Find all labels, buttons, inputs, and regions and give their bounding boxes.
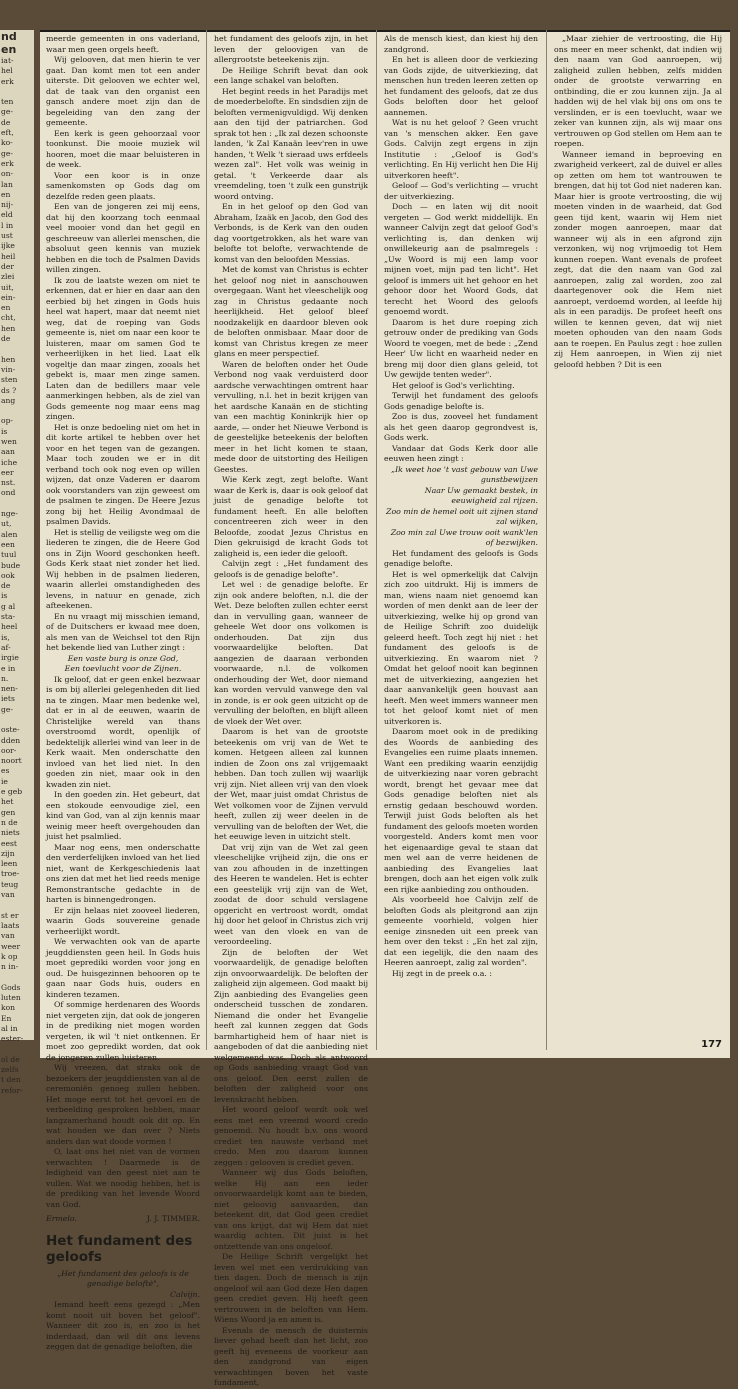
left-fragment: de [1,117,11,127]
paragraph: Een toevlucht voor de Zijnen. [64,664,182,673]
paragraph: „Het fundament des geloofs is de genadige beloftė", [57,1268,189,1288]
left-fragment: is, [1,632,10,642]
left-fragment: n in- [1,962,19,972]
left-fragment: ester- [1,1034,24,1044]
left-fragment: erk [1,158,14,168]
page-number: 177 [701,1039,722,1050]
left-fragment: hen [1,323,16,333]
paragraph: Iemand heeft eens gezegd : „Men komt nooit uit boven het geloof". Wanneer dit zoo is, en zoo is het inderdaad, dan wil dit ons levens zeggen dat de genadige beloften, die [46,1300,200,1351]
paragraph: Het is onze bedoeling niet om het in dit korte artikel te hebben over het voor en het tegen van de gezangen. Maar toch zouden we er in dit verband toch ook nog even op willen wijzen, dat onze Vaderen er daarom ook voorstanders van zijn geweest om de psalmen te zingen. De Heere Jezus zong bij het Heilig Avondmaal de psalmen Davids. [46,422,200,526]
paragraph: De Heilige Schrift bevat dan ook een lange schakel van beloften. [214,65,368,85]
left-fragment: der [1,261,14,271]
left-fragment: eft, [1,128,14,138]
left-fragment: en [1,189,11,199]
left-fragment: zlei [1,272,15,282]
left-fragment: zijn [1,848,15,858]
left-fragment: t den [1,1075,21,1085]
paragraph: Dat vrij zijn van de Wet zal geen vleeschelijke vrijheid zijn, die ons er van zou afhouden in de inzettingen des Heeren te wandelen. Het is echter een geestelijk vrij zijn van de Wet, zoodat de door schuld verslagene opgericht en vertroost wordt, omdat hij door het geloof in Christus zich vrij weet van den vloek en van de veroordeeling. [214,842,368,946]
left-fragment: niets [1,828,20,838]
left-fragment: de [1,334,11,344]
left-fragment: sten [1,375,18,385]
left-fragment: ijke [1,241,15,251]
left-fragment [0,344,34,354]
paragraph: Als de mensch kiest, dan kiest hij den zandgrond. [384,34,538,54]
left-fragment: iets [1,694,15,704]
paragraph: Er zijn helaas niet zooveel liederen, waarin Gods souvereine genade verheerlijkt wordt. [46,905,200,936]
paragraph: Als voorbeeld hoe Calvijn zelf de beloften Gods als pleitgrond aan zijn gemeente voorhield, volgen hier eenige zinsneden uit een preek van hem over den tekst : „En het zal zijn, dat een iegelijk, die den naam des Heeren aanroept, zalig zal worden". [384,895,538,967]
left-fragment: ge- [1,704,13,714]
left-fragment: luten [1,993,21,1003]
left-fragment: eest [1,838,17,848]
left-fragment: is [1,426,8,436]
left-fragment: noort [1,756,22,766]
left-fragment: het [1,797,14,807]
paragraph: Zoo min de hemel ooit uit zijnen stand zal wijken, [386,506,538,526]
left-fragment: ge- [1,148,13,158]
paragraph: Wanneer iemand in beproeving en zwarigheid verkeert, zal de duivel er alles op zetten om hem tot wantrouwen te brengen, dat hij tot God niet naderen kan. Maar hier is groote vertroosting, die wij moeten vinden in de waarheid, dat God geen tijd kent, waarin wij Hem niet zonder mogen aanroepen, maar dat wanneer wij als in een afgrond zijn verzonken, wij nog vrijmoedig tot Hem kunnen roepen. Want evenals de profeet zegt, dat die den naam van God zal aanroepen, zalig zal worden, zoo zal daartegenover ook die Hem niet aanroept, verdoemd worden, al leefde hij als in een paradijs. De profeet heeft ons willen te kennen geven, dat wij niet moeten ophouden van den naam Gods aan te roepen. En Paulus zegt : hoe zullen zij Hem aanroepen, in Wien zij niet geloofd hebben ? Dit is een [554,149,722,369]
paragraph: Calvijn zegt : „Het fundament des geloofs is de genadige belofte". [214,559,368,579]
left-fragment: eer [1,467,14,477]
paragraph: In den goeden zin. Het gebeurt, dat een stokoude eenvoudige ziel, een kind van God, van al zijn kennis maar weinig meer heeft overgehouden dan juist het psalmlied. [46,790,200,841]
paragraph: En in het geloof op den God van Abraham, Izaäk en Jacob, den God des Verbonds, is de Kerk van den ouden dag voortgetrokken, als het ware van belofte tot belofte, verwachtende de komst van den beloofden Messias. [214,202,368,264]
paragraph: Wij vreezen, dat straks ook de bezoekers der jeugddiensten van al de ceremoniën genoeg zullen hebben. Het moge eerst tot het gevoel en de verbeelding gesproken hebben, maar langzamerhand houdt ook dit op. En wat houden we dan over ? Niets anders dan wat doode vormen ! [46,1063,200,1146]
paragraph: Ik geloof, dat er geen enkel bezwaar is om bij allerlei gelegenheden dit lied na te zingen. Maar men bedenke wel, dat er in al de eeuwen, waarin de Christelijke wereld van thans overstroomd wordt, openlijk of bedektelijk allerlei wind van leer in de Kerk waait. Men onderschatte den invloed van het lied niet. In den goeden zin niet, maar ook in den kwaden zin niet. [46,674,200,789]
left-fragment [0,1045,34,1055]
left-fragment: eld [1,210,13,220]
left-fragment: ein- [1,292,16,302]
paragraph: Het is wel opmerkelijk dat Calvijn zich zoo uitdrukt. Hij is immers de man, wiens naam niet genoemd kan worden of men denkt aan de leer der uitverkiezing, welke hij op grond van de Heilige Schrift zoo duidelijk geleerd heeft. Toch zegt hij niet : het fundament des geloofs is de uitverkiezing. En waarom niet ? Omdat het geloof nooit kan beginnen met de uitverkiezing, aangezien het daar aanvankelijk geen houvast aan heeft. Men weet immers wanneer men tot het geloof komt niet of men uitverkoren is. [384,569,538,726]
left-fragment: uit, [1,282,14,292]
column-rule [376,30,377,1050]
left-fragment: n. [1,673,9,683]
left-fragment: en [1,43,17,56]
left-fragment: refor- [1,1085,23,1095]
left-fragment: k op [1,951,18,961]
left-fragment: nij- [1,200,14,210]
column-rule [546,30,547,1050]
left-fragment: en [1,303,11,313]
left-fragment: ds ? [1,385,17,395]
left-fragment: heil [1,251,16,261]
left-fragment: van [1,931,15,941]
left-fragment: on- [1,169,14,179]
paragraph: Wie Kerk zegt, zegt belofte. Want waar de Kerk is, daar is ook geloof dat juist de genadige belofte tot fundament heeft. En alle beloften concentreeren zich weer in den Beloofde, zoodat Jezus Christus en Dien gekruisigd de kracht Gods tot zaligheid is, een ieder die gelooft. [214,475,368,558]
paragraph: Evenals de mensch de duisternis liever gehad heeft dan het licht, zoo geeft hij eveneens de voorkeur aan den zandgrond van eigen verwachtingen boven het vaste fundament, [214,1325,368,1387]
paragraph: Naar Uw gemaakt bestek, in eeuwigheid zal rijzen. [424,485,538,505]
left-fragment [0,406,34,416]
article-headline: Het fundament des geloofs [46,1232,193,1265]
left-fragment: iche [1,457,18,467]
left-fragment: af- [1,642,11,652]
left-fragment: kon [1,1003,16,1013]
paragraph: En nu vraagt mij misschien iemand, of de Duitschers er kwaad mee doen, als men van de Weichsel tot den Rijn het bekende lied van Luther zingt : [46,611,200,652]
left-fragment: ond [1,488,16,498]
left-fragment: bude [1,560,21,570]
left-fragment: l in [1,220,14,230]
paragraph: Daarom moet ook in de prediking des Woords de aanbieding des Evangelies een ruime plaats innemen. Want een prediking waarin eenzijdig de uitverkiezing naar voren gebracht wordt, brengt het gevaar mee dat Gods genadige beloften niet als ernstig gedaan beschouwd worden. Terwijl juist Gods beloften als het fundament des geloofs moeten worden voorgesteld. Anders komt men voor het eigenaardige geval te staan dat men wel aan de verre heidenen de aanbieding des Evangelies laat brengen, doch aan het eigen volk zulk een rijke aanbieding zou onthouden. [384,727,538,894]
left-fragment: zelfs [1,1065,19,1075]
left-fragment [0,87,34,97]
left-fragment: laats [1,920,20,930]
left-fragment: ie [1,776,8,786]
left-fragment: ten [1,97,14,107]
paragraph: „Ik weet hoe 't vast gebouw van Uwe gunstbewijzen [391,464,538,484]
left-fragment: st er [1,910,19,920]
paragraph: Waren de beloften onder het Oude Verbond nog vaak verduisterd door aardsche verwachtingen omtrent haar vervulling, n.l. het in bezit krijgen van het aardsche Kanaän en de stichting van een machtig Koninkrijk hier op aarde, — onder het Nieuwe Verbond is de geestelijke beteekenis der beloften meer in het licht komen te staan, mede door de uitstorting des Heiligen Geestes. [214,359,368,474]
paragraph: meerde gemeenten in ons vaderland, waar men geen orgels heeft. [46,34,200,54]
left-fragment: Gods [1,982,21,992]
left-fragment: weer [1,941,21,951]
left-fragment: aan [1,447,15,457]
column-rule [206,30,207,1050]
paragraph: Het begint reeds in het Paradijs met de moederbelofte. En sindsdien zijn de beloften vermenigvuldigd. Wij denken aan den tijd der patriarchen. God sprak tot hen : „Ik zal dezen schoonste landen, 'k Zal Kanaän leev'ren in uwe handen, 't Welk 't sieraad uws erfdeels wezen zal". Het volk was weinig in getal. 't Verkeerde daar als vreemdeling, toen 't zulk een gunstrijk woord ontving. [214,86,368,201]
left-fragment: al in [1,1023,18,1033]
left-fragment: vin- [1,364,16,374]
document-page [40,30,730,1387]
left-fragment: ut, [1,519,12,529]
left-fragment: een [1,539,15,549]
left-fragment: hel [1,66,13,76]
left-fragment: cht, [1,313,16,323]
left-fragment: ol de [1,1054,20,1064]
paragraph: Geloof — God's verlichting — vrucht der uitverkiezing. [384,181,538,201]
left-fragment: dden [1,735,21,745]
paragraph: Het woord geloof wordt ook wel eens met een vreemd woord credo genoemd. Nu houdt b.v. ons woord crediet ten nauwste verband met credo. Men zou daarom kunnen zeggen : gelooven is crediet geven. [214,1105,368,1167]
left-fragment: nge- [1,509,18,519]
left-fragment [0,972,34,982]
paragraph: Zoo min zal Uwe trouw ooit wank'len of bezwijken. [390,527,538,547]
left-fragment: nd [1,30,17,43]
left-fragment: es [1,766,10,776]
paragraph: „Maar ziehier de vertroosting, die Hij ons meer en meer schenkt, dat indien wij den naam van God aanroepen, wij zaligheid zullen hebben, zelfs midden onder de grootste verwarring en ontbinding, die er zou kunnen zijn. Ja al hadden wij de hel vlak bij ons om ons te verslinden, er is een toevlucht, waar we zeker van kunnen zijn, als wij maar ons vertrouwen op God stellen om Hem aan te roepen. [554,34,722,148]
paragraph: We verwachten ook van de aparte jeugddiensten geen heil. In Gods huis moet geprediki worden voor jong en oud. De huisgezinnen behooren op te gaan naar Gods huis, ouders en kinderen tezamen. [46,937,200,999]
left-fragment: oste- [1,725,20,735]
left-fragment: g al [1,601,16,611]
left-fragment: alen [1,529,18,539]
left-fragment: van [1,890,15,900]
left-fragment: de [1,581,11,591]
paragraph: Calvijn. [170,1289,200,1299]
left-fragment: wen [1,436,17,446]
paragraph: Wij gelooven, dat men hierin te ver gaat. Dan komt men tot een ander uiterste. Dit gelooven we echter wel, dat de taak van den organist een gansch andere moet zijn dan de begeleiding van den zang der gemeente. [46,55,200,127]
left-fragment: e geb [1,787,23,797]
left-fragment: heel [1,622,18,632]
paragraph: Het is stellig de veiligste weg om die liederen te zingen, die de Heere God ons in Zijn Woord geschonken heeft. Gods Kerk staat niet zonder het lied. Wij hebben in de psalmen liederen, waarin allerlei omstandigheden des levens, in natuur en genade, zich afteekenen. [46,527,200,610]
paragraph: Het geloof is God's verlichting. [392,380,515,390]
left-fragment: hen [1,354,16,364]
left-fragment: ook [1,570,15,580]
paragraph: Ik zou de laatste wezen om niet te erkennen, dat er hier en daar aan den eerbied bij het zingen in Gods huis heel wat hapert, maar dat neemt niet weg, dat de roeping van Gods gemeente is, niet om naar een koor te luisteren, maar om samen God te verheerlijken in het lied. Laat elk vogeltje dan maar zingen, zooals het gebekt is, maar men zinge samen. Laten dan de bedillers maar vele aanmerkingen hebben, als de ziel van Gods gemeente nog maar eens mag zingen. [46,275,200,421]
left-fragment [0,499,34,509]
signature-line: Ermelo. J. J. TIMMER. [46,1214,200,1223]
paragraph: En het is alleen door de verkiezing van Gods zijde, de uitverkiezing, dat menschen hun treden leeren zetten op het fundament des geloofs, dat ze dus Gods beloften door het geloof aannemen. [384,55,538,117]
paragraph: het fundament des geloofs zijn, in het leven der geloovigen van de allergrootste beteekenis zijn. [214,34,368,64]
left-fragment: teug [1,879,19,889]
left-fragment: gen [1,807,16,817]
left-fragment: iat- [1,56,14,65]
left-fragment: troe- [1,869,20,879]
paragraph: Terwijl het fundament des geloofs Gods genadige belofte is. [384,391,538,411]
left-fragment: n de [1,817,18,827]
paragraph: Let wel : de genadige belofte. Er zijn ook andere beloften, n.l. die der Wet. Deze beloften zullen echter eerst dan in vervulling gaan, wanneer de geheele Wet door ons volkomen is onderhouden. Dat zijn dus voorwaardelijke beloften. Dat aangezien de daaraan verbonden voorwaarde, n.l. de volkomen onderhouding der Wet, door niemand kan worden vervuld vanwege den val in zonde, is er ook geen uitzicht op de vervulling der beloften, en blijft alleen de vloek der Wet over. [214,580,368,726]
top-rule [40,30,730,32]
paragraph: Een van de jongeren zei mij eens, dat hij den koorzang toch eenmaal veel mooier vond dan het gegil en geschreeuw van allerlei menschen, die absoluut geen kennis van muziek hebben en die toch de Psalmen Davids willen zingen. [46,202,200,274]
left-fragment: nst. [1,478,16,488]
paragraph: Het fundament des geloofs is Gods genadige belofte. [384,548,538,568]
left-fragment: ust [1,231,13,241]
left-fragment: leen [1,859,18,869]
paragraph: Doch — en laten wij dit nooit vergeten — God werkt middellijk. En wanneer Calvijn zegt dat geloof God's verlichting is, dan denken wij onwillekeurig aan de psalmregels : „Uw Woord is mij een lamp voor mijnen voet, mijn pad ten licht". Het geloof is immers uit het gehoor en het gehoor door het Woord Gods, dat terecht het Woord des geloofs genoemd wordt. [384,202,538,316]
paragraph: Daarom is het dure roeping zich getrouw onder de prediking van Gods Woord te voegen, met de bede : „Zend Heer' Uw licht en waarheid neder en breng mij door dien glans geleid, tot Uw gewijde tenten weder". [384,317,538,379]
left-fragment [0,900,34,910]
left-fragment: tuul [1,550,17,560]
left-fragment: irgie [1,653,19,663]
paragraph: De Heilige Schrift vergelijkt het leven wel met een verdrukking van tien dagen. Doch de mensch is zijn ongeloof wil aan God deze Hen dagen geen crediet geven. Hij heeft geen vertrouwen in de beloften van Hem. Wiens Woord ja en amen is. [214,1252,368,1324]
column-3 [384,34,538,1034]
adjacent-page-edge [0,30,34,1095]
left-fragment: lan [1,179,13,189]
paragraph: Met de komst van Christus is echter het geloof nog niet in aanschouwen overgegaan. Want het vleeschelijk oog zag in Christus gedaante noch heerlijkheid. Het geloof bleef noodzakelijk en daardoor bleven ook de beloften onmisbaar. Maar door de komst van Christus kregen ze meer glans en meer perspectief. [214,265,368,358]
paragraph: Een kerk is geen gehoorzaal voor toonkunst. Die mooie muziek wil hooren, moet die maar beluisteren in de week. [46,128,200,169]
paragraph: Daarom is het van de grootste beteekenis om vrij van de Wet te komen. Hetgeen alleen zal kunnen indien de Zoon ons zal vrijgemaakt hebben. Dan toch zullen wij waarlijk vrij zijn. Niet alleen vrij van den vloek der Wet, maar juist omdat Christus de Wet volkomen voor de Zijnen vervuld heeft, zullen zij weer deelen in de vervulling van de beloften der Wet, die het eeuwige leven in uitzicht stelt. [214,727,368,841]
left-fragment: ko- [1,138,13,148]
left-fragment: erk [1,76,14,86]
left-fragment: nen- [1,684,18,694]
paragraph: Hij zegt in de preek o.a. : [392,968,493,978]
left-fragment: op- [1,416,13,426]
paragraph: Of sommige herdenaren des Woords niet vergeten zijn, dat ook de jongeren in de prediking niet mogen worden vergeten, ik wil 't niet ontkennen. Er moet zoo gepredikt worden, dat ook de jongeren zullen luisteren. [46,1000,200,1062]
left-fragment: sta- [1,612,16,622]
paragraph: Maar nog eens, men onderschatte den verderfelijken invloed van het lied niet, want de Kerkgeschiedenis laat ons zien dat met het lied reeds menige Remonstrantsche gedachte in de harten is binnengedrongen. [46,842,200,904]
left-fragment: ang [1,395,16,405]
left-fragment: oor- [1,745,17,755]
left-fragment: ge- [1,107,13,117]
column-2 [214,34,368,1387]
left-fragment: En [1,1013,12,1023]
paragraph: Een vaste burg is onze God, [67,653,179,663]
left-fragment: e in [1,663,16,673]
paragraph: Wat is nu het geloof ? Geen vrucht van 's menschen akker. Een gave Gods. Calvijn zegt ergens in zijn Institutie : „Geloof is God's verlichting. En Hij verlicht hen Die Hij uitverkoren heeft". [384,118,538,180]
left-fragment: is [1,591,8,601]
paragraph: Zijn de beloften der Wet voorwaardelijk, de genadige beloften zijn onvoorwaardelijk. De beloften der zaligheid zijn algemeen. God maakt bij Zijn aanbieding des Evangelies geen onderscheid tusschen de zondaren. Niemand die onder het Evangelie heeft zal kunnen zeggen dat Gods barmhartigheid hem of haar niet is aangeboden of dat die aanbieding niet welgemeend was. Doch als antwoord op Gods aanbieding vraagt God van ons geloof. Den eerst zullen de beloften der zaligheid voor ons levenskracht hebben. [214,947,368,1104]
column-1 [46,34,200,1351]
paragraph: Voor een koor is in onze samenkomsten op Gods dag om dezelfde reden geen plaats. [46,170,200,201]
left-fragment [0,715,34,725]
paragraph: Wanneer wij dus Gods beloften, welke Hij aan een ieder onvoorwaardelijk komt aan te bieden, niet gelooviġ aanvaarden, dan beteekent dit, dat God geen crediet van ons krijgt, dat wij Hem dat niet waardig achten. Dit juist is het ontzettende van ons ongeloof. [214,1168,368,1251]
paragraph: O, laat ons het niet van de vormen verwachten ! Daarmede is de ledigheid van den geest niet aan te vullen. Wat we noodig hebben, het is de prediking van het levende Woord van God. [46,1147,200,1209]
paragraph: Vandaar dat Gods Kerk door alle eeuwen heen zingt : [384,443,538,463]
paragraph: Zoo is dus, zooveel het fundament als het geen daarop gegrondvest is, Gods werk. [384,412,538,442]
column-4 [554,34,722,1034]
